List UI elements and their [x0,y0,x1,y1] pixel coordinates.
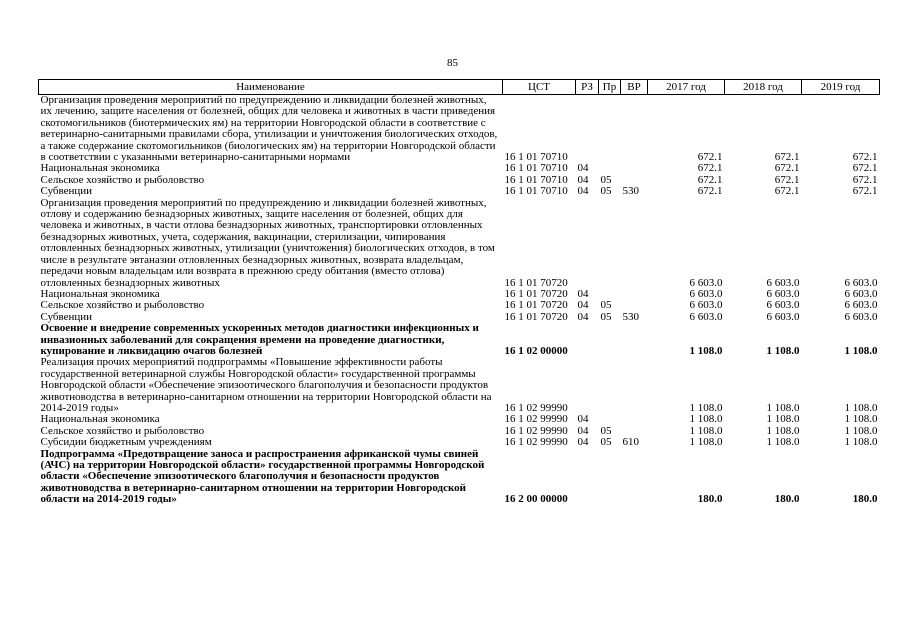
row-rz-cell: 04 [577,413,589,426]
row-pr-cell [599,449,621,506]
table-row [39,437,880,448]
row-pr-cell: 05 [600,299,612,312]
row-name-cell: Национальная экономика [40,413,160,426]
row-name-cell: Субвенции [40,310,93,323]
row-2017-cell: 6 603.0 [689,276,723,289]
row-2018-cell: 1 108.0 [766,401,800,414]
row-name-cell: Организация проведения мероприятий по предупреждению и ликвидации болезней животных, отлову и содержанию безнадзорных животных, защите населения от болезней, общих для человека и животных, в части отлова безнадзорных животных, транспортировки отловленных безнадзорных животных, учета, содержания, вакцинации, стерилизации, чипирования отловленных безнадзорных животных, утилизации (уничтожения) биологических отходов, в том числе в результате эвтаназии отловленных безнадзорных животных, возврата владельцам, передачи новым владельцам или возврата в прежнюю среду обитания (вместо отлова) отловленных безнадзорных животных [40,196,495,289]
row-name-cell: Сельское хозяйство и рыболовство [40,173,205,186]
row-2017-cell: 672.1 [697,173,723,186]
row-2018-cell: 1 108.0 [766,344,800,357]
row-rz-cell: 04 [577,287,589,300]
row-cst-cell: 16 1 01 70710 [504,162,568,175]
row-2017-cell: 6 603.0 [689,310,723,323]
row-cst-cell: 16 1 01 70710 [504,151,568,164]
table-body [39,95,880,506]
row-2018-cell: 180.0 [774,493,800,506]
row-name-cell: Сельское хозяйство и рыболовство [40,424,205,437]
row-cst-cell: 16 1 02 99990 [504,436,568,449]
row-cst-cell: 16 2 00 00000 [504,493,568,506]
row-cst-cell: 16 1 01 70720 [504,287,568,300]
row-cst-cell: 16 1 01 70710 [504,185,568,198]
row-rz-cell: 04 [577,173,589,186]
row-2017-cell: 6 603.0 [689,299,723,312]
row-2018-cell: 672.1 [774,185,800,198]
row-cst-cell: 16 1 02 99990 [504,413,568,426]
row-pr-cell: 05 [600,424,612,437]
page-number: 85 [447,57,458,69]
row-name-cell: Освоение и внедрение современных ускоренных методов диагностики инфекционных и инвазионных заболеваний для сокращения времени на проведение диагностики, купирование и ликвидацию очагов болезней [40,322,479,357]
row-2019-cell: 6 603.0 [844,310,878,323]
row-pr-cell: 05 [600,436,612,449]
row-2019-cell: 180.0 [852,493,878,506]
column-header-name: Наименование [39,80,503,95]
row-2019-cell: 1 108.0 [844,436,878,449]
row-2019-cell: 1 108.0 [844,424,878,437]
row-cst-cell: 16 1 01 70720 [504,310,568,323]
row-2018-cell: 6 603.0 [766,310,800,323]
row-2018-cell: 672.1 [774,162,800,175]
row-vr-cell [621,357,648,414]
row-rz-cell: 04 [577,310,589,323]
row-rz-cell [576,198,599,289]
row-rz-cell [576,357,599,414]
row-rz-cell: 04 [577,185,589,198]
row-2017-cell: 1 108.0 [689,344,723,357]
row-2017-cell: 672.1 [697,185,723,198]
row-vr-cell [621,289,648,300]
row-2018-cell: 6 603.0 [766,287,800,300]
row-name-cell: Сельское хозяйство и рыболовство [40,299,205,312]
column-header-vr: ВР [621,80,648,95]
row-2017-cell: 672.1 [697,162,723,175]
row-vr-cell: 530 [622,310,639,323]
column-header-pr: Пр [599,80,621,95]
table-header-row [39,80,880,95]
row-rz-cell [576,95,599,164]
row-name-cell: Национальная экономика [40,287,160,300]
column-header-2018: 2018 год [725,80,802,95]
row-2017-cell: 1 108.0 [689,413,723,426]
table-row [39,449,880,506]
table-row [39,175,880,186]
budget-table [38,79,880,506]
row-2019-cell: 1 108.0 [844,413,878,426]
row-pr-cell [599,357,621,414]
row-2019-cell: 1 108.0 [844,344,878,357]
column-header-rz: РЗ [576,80,599,95]
row-cst-cell: 16 1 01 70710 [504,173,568,186]
row-name-cell: Субсидии бюджетным учреждениям [40,436,212,449]
row-cst-cell: 16 1 02 99990 [504,401,568,414]
row-2019-cell: 672.1 [852,185,878,198]
row-name-cell: Организация проведения мероприятий по предупреждению и ликвидации болезней животных, их лечению, защите населения от болезней, общих для человека и животных в части приведения скотомогильников (биотермических ям) на территории Новгородской области в соответствие с ветеринарно-санитарными правилами сбора, утилизации и уничтожения биологических отходов, а также содержание скотомогильников (биологических ям) на территории Новгородской области в соответствии с указанными ветеринарно-санитарными нормами [40,94,498,164]
row-2017-cell: 1 108.0 [689,401,723,414]
row-pr-cell [599,198,621,289]
column-header-2019: 2019 год [802,80,880,95]
row-name-cell: Субвенции [40,185,93,198]
row-2019-cell: 6 603.0 [844,276,878,289]
row-2017-cell: 672.1 [697,151,723,164]
table-row [39,186,880,197]
row-name-cell: Подпрограмма «Предотвращение заноса и распространения африканской чумы свиней (АЧС) на территории Новгородской области» государственной программы Новгородской области «Обеспечение эпизоотического благополучия и безопасности продуктов животноводства в ветеринарно-санитарном отношении на территории Новгородской области на 2014-2019 годы» [40,447,485,506]
row-cst-cell: 16 1 01 70720 [504,276,568,289]
row-vr-cell: 530 [622,185,639,198]
row-2018-cell: 672.1 [774,151,800,164]
row-2017-cell: 1 108.0 [689,424,723,437]
row-2019-cell: 672.1 [852,173,878,186]
row-2018-cell: 1 108.0 [766,424,800,437]
row-vr-cell: 610 [622,436,639,449]
row-2018-cell: 1 108.0 [766,413,800,426]
row-2018-cell: 6 603.0 [766,299,800,312]
row-vr-cell [621,95,648,164]
column-header-cst: ЦСТ [503,80,576,95]
row-vr-cell [621,300,648,311]
table-row [39,323,880,357]
row-rz-cell: 04 [577,162,589,175]
row-vr-cell [621,163,648,174]
row-rz-cell: 04 [577,299,589,312]
row-2018-cell: 672.1 [774,173,800,186]
column-header-2017: 2017 год [648,80,725,95]
row-name-cell: Национальная экономика [40,162,160,175]
table-row [39,198,880,289]
row-rz-cell: 04 [577,424,589,437]
table-row [39,95,880,164]
row-name-cell: Реализация прочих мероприятий подпрограммы «Повышение эффективности работы государственной ветеринарной службы Новгородской области» государственной программы Новгородской области «Обеспечение эпизоотического благополучия и безопасности продуктов животноводства в ветеринарно-санитарном отношении на территории Новгородской области на 2014-2019 годы» [40,356,492,414]
row-pr-cell: 05 [600,173,612,186]
row-2019-cell: 6 603.0 [844,299,878,312]
row-pr-cell: 05 [600,185,612,198]
row-cst-cell: 16 1 02 99990 [504,424,568,437]
table-row [39,357,880,414]
row-rz-cell [576,449,599,506]
row-2017-cell: 180.0 [697,493,723,506]
row-2019-cell: 1 108.0 [844,401,878,414]
row-2017-cell: 1 108.0 [689,436,723,449]
row-2019-cell: 6 603.0 [844,287,878,300]
row-2019-cell: 672.1 [852,162,878,175]
row-2018-cell: 1 108.0 [766,436,800,449]
row-vr-cell [621,198,648,289]
row-pr-cell [599,95,621,164]
row-pr-cell [599,323,621,357]
row-vr-cell [621,414,648,425]
row-pr-cell: 05 [600,310,612,323]
row-cst-cell: 16 1 01 70720 [504,299,568,312]
row-rz-cell: 04 [577,436,589,449]
table-row [39,300,880,311]
row-rz-cell [576,323,599,357]
row-vr-cell [621,449,648,506]
row-2017-cell: 6 603.0 [689,287,723,300]
row-2019-cell: 672.1 [852,151,878,164]
row-vr-cell [621,323,648,357]
row-2018-cell: 6 603.0 [766,276,800,289]
row-cst-cell: 16 1 02 00000 [504,344,568,357]
